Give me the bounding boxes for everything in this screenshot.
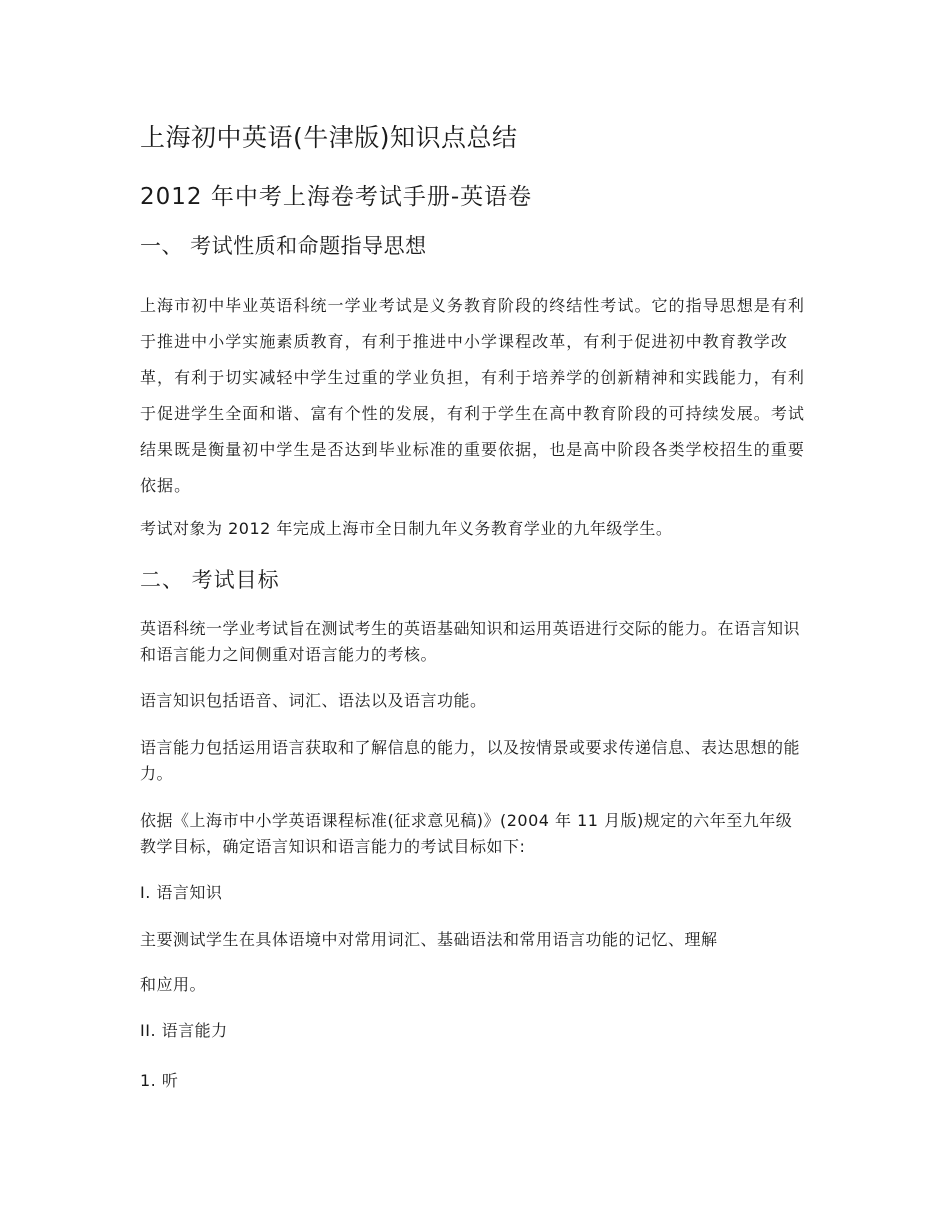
section1-paragraph-1: 上海市初中毕业英语科统一学业考试是义务教育阶段的终结性考试。它的指导思想是有利于推进中小学实施素质教育，有利于推进中小学课程改革，有利于促进初中教育教学改革，有利于切实减轻中学生过重的学业负担，有利于培养学的创新精神和实践能力，有利于促进学生全面和谐、富有个性的发展，有利于学生在高中教育阶段的可持续发展。考试结果既是衡量初中学生是否达到毕业标准的重要依据，也是高中阶段各类学校招生的重要依据。 bbox=[140, 296, 805, 495]
item-language-knowledge-text-cont: 和应用。 bbox=[140, 975, 207, 994]
section2-paragraph-2: 语言知识包括语音、词汇、语法以及语言功能。 bbox=[140, 691, 487, 710]
document-title: 上海初中英语(牛津版)知识点总结 bbox=[140, 123, 518, 152]
section-heading-1: 一、 考试性质和命题指导思想 bbox=[140, 234, 427, 258]
section2-paragraph-3: 语言能力包括运用语言获取和了解信息的能力，以及按情景或要求传递信息、表达思想的能力。 bbox=[140, 738, 801, 783]
document-subtitle: 2012 年中考上海卷考试手册-英语卷 bbox=[140, 184, 533, 210]
item-language-knowledge-text: 主要测试学生在具体语境中对常用词汇、基础语法和常用语言功能的记忆、理解 bbox=[140, 930, 718, 949]
section2-paragraph-4: 依据《上海市中小学英语课程标准(征求意见稿)》(2004 年 11 月版)规定的六年至九年级教学目标，确定语言知识和语言能力的考试目标如下: bbox=[140, 811, 793, 856]
section2-paragraph-1: 英语科统一学业考试旨在测试考生的英语基础知识和运用英语进行交际的能力。在语言知识和语言能力之间侧重对语言能力的考核。 bbox=[140, 619, 801, 664]
section-heading-2: 二、 考试目标 bbox=[140, 568, 280, 592]
item-language-knowledge-label: I. 语言知识 bbox=[140, 883, 223, 902]
item-language-ability-label: II. 语言能力 bbox=[140, 1021, 228, 1040]
item-listening-label: 1. 听 bbox=[140, 1071, 179, 1090]
section1-paragraph-2: 考试对象为 2012 年完成上海市全日制九年义务教育学业的九年级学生。 bbox=[140, 519, 673, 538]
